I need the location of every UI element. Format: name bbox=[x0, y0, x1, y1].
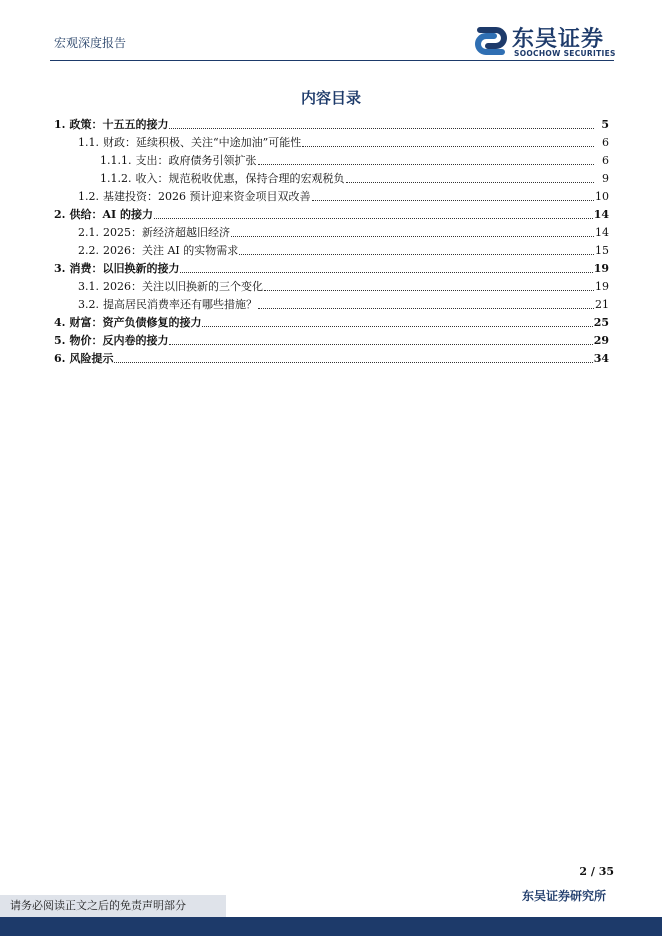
toc-leader-dots bbox=[169, 127, 594, 129]
toc-entry[interactable] bbox=[54, 204, 609, 222]
toc-entry[interactable] bbox=[54, 114, 609, 132]
toc-entry-title: 2026：关注以旧换新的三个变化 bbox=[103, 280, 263, 293]
toc-entry[interactable] bbox=[54, 294, 609, 312]
toc-entry-number: 4. bbox=[54, 316, 66, 329]
toc-entry-title: 支出：政府债务引领扩张 bbox=[135, 154, 257, 167]
toc-entry-number: 1.1.2. bbox=[100, 172, 132, 185]
toc-entry[interactable] bbox=[54, 222, 609, 240]
toc-entry-number: 2. bbox=[54, 208, 66, 221]
toc-leader-dots bbox=[180, 271, 592, 273]
footer-brand: 东吴证券研究所 bbox=[521, 889, 606, 903]
toc-entry-page: 15 bbox=[595, 244, 609, 257]
toc-entry[interactable] bbox=[54, 168, 609, 186]
disclaimer-note: 请务必阅读正文之后的免责声明部分 bbox=[0, 895, 226, 917]
toc-entry-page: 5 bbox=[601, 118, 609, 131]
page-number: 2 / 35 bbox=[579, 865, 614, 878]
toc-entry-number: 3.2. bbox=[78, 298, 99, 311]
toc-entry[interactable] bbox=[54, 186, 609, 204]
header-divider bbox=[50, 60, 614, 61]
brand-name-en: SOOCHOW SECURITIES bbox=[514, 49, 616, 58]
toc-entry-page: 6 bbox=[602, 136, 609, 149]
toc-entry-number: 3.1. bbox=[78, 280, 99, 293]
toc-entry-title: 供给：AI 的接力 bbox=[69, 208, 153, 221]
toc-entry-title: 财政：延续积极、关注“中途加油”可能性 bbox=[103, 136, 302, 149]
toc-leader-dots bbox=[264, 289, 594, 291]
soochow-logo-icon bbox=[474, 24, 508, 58]
toc-leader-dots bbox=[258, 163, 595, 165]
toc-leader-dots bbox=[239, 253, 594, 255]
toc-entry-title: 政策：十五五的接力 bbox=[69, 118, 169, 131]
toc-entry-number: 1.1. bbox=[78, 136, 99, 149]
toc-entry-page: 9 bbox=[602, 172, 609, 185]
toc-entry-page: 19 bbox=[595, 280, 609, 293]
toc-entry-title: 风险提示 bbox=[69, 352, 114, 365]
toc-entry[interactable] bbox=[54, 240, 609, 258]
toc-entry-page: 6 bbox=[602, 154, 609, 167]
toc-leader-dots bbox=[154, 217, 593, 219]
toc-entry-number: 5. bbox=[54, 334, 66, 347]
toc-entry-page: 14 bbox=[593, 208, 609, 221]
footer-bar bbox=[0, 917, 662, 936]
toc-entry-number: 2.2. bbox=[78, 244, 99, 257]
toc-entry-page: 10 bbox=[595, 190, 609, 203]
toc-entry-page: 21 bbox=[595, 298, 609, 311]
toc-entry-title: 2025：新经济超越旧经济 bbox=[103, 226, 230, 239]
toc-entry[interactable] bbox=[54, 330, 609, 348]
toc-entry-page: 19 bbox=[593, 262, 609, 275]
brand-logo bbox=[474, 22, 624, 62]
toc-entry[interactable] bbox=[54, 150, 609, 168]
toc-entry-number: 2.1. bbox=[78, 226, 99, 239]
toc-entry-number: 1.2. bbox=[78, 190, 99, 203]
toc-leader-dots bbox=[346, 181, 595, 183]
table-of-contents bbox=[54, 114, 609, 366]
toc-entry-title: 财富：资产负债修复的接力 bbox=[69, 316, 202, 329]
toc-leader-dots bbox=[302, 145, 594, 147]
toc-entry[interactable] bbox=[54, 348, 609, 366]
toc-entry-page: 14 bbox=[595, 226, 609, 239]
toc-leader-dots bbox=[231, 235, 594, 237]
toc-entry-number: 3. bbox=[54, 262, 66, 275]
toc-title: 内容目录 bbox=[300, 89, 361, 107]
report-type-label: 宏观深度报告 bbox=[54, 36, 127, 50]
toc-entry-title: 2026：关注 AI 的实物需求 bbox=[103, 244, 239, 257]
toc-entry-title: 消费：以旧换新的接力 bbox=[69, 262, 180, 275]
toc-entry-number: 1.1.1. bbox=[100, 154, 132, 167]
toc-entry[interactable] bbox=[54, 312, 609, 330]
toc-entry-number: 1. bbox=[54, 118, 66, 131]
toc-entry-title: 基建投资：2026 预计迎来资金项目双改善 bbox=[103, 190, 311, 203]
toc-entry-title: 物价：反内卷的接力 bbox=[69, 334, 169, 347]
toc-entry-page: 25 bbox=[593, 316, 609, 329]
toc-leader-dots bbox=[202, 325, 592, 327]
toc-entry-page: 34 bbox=[593, 352, 609, 365]
toc-entry-page: 29 bbox=[593, 334, 609, 347]
toc-entry[interactable] bbox=[54, 276, 609, 294]
toc-entry-number: 6. bbox=[54, 352, 66, 365]
toc-leader-dots bbox=[114, 361, 592, 363]
toc-entry-title: 收入：规范税收优惠，保持合理的宏观税负 bbox=[135, 172, 345, 185]
toc-leader-dots bbox=[258, 307, 594, 309]
toc-leader-dots bbox=[169, 343, 592, 345]
brand-name-cn: 东吴证券 bbox=[512, 27, 605, 52]
toc-entry-title: 提高居民消费率还有哪些措施？ bbox=[103, 298, 257, 311]
toc-leader-dots bbox=[312, 199, 595, 201]
toc-entry[interactable] bbox=[54, 258, 609, 276]
toc-entry[interactable] bbox=[54, 132, 609, 150]
